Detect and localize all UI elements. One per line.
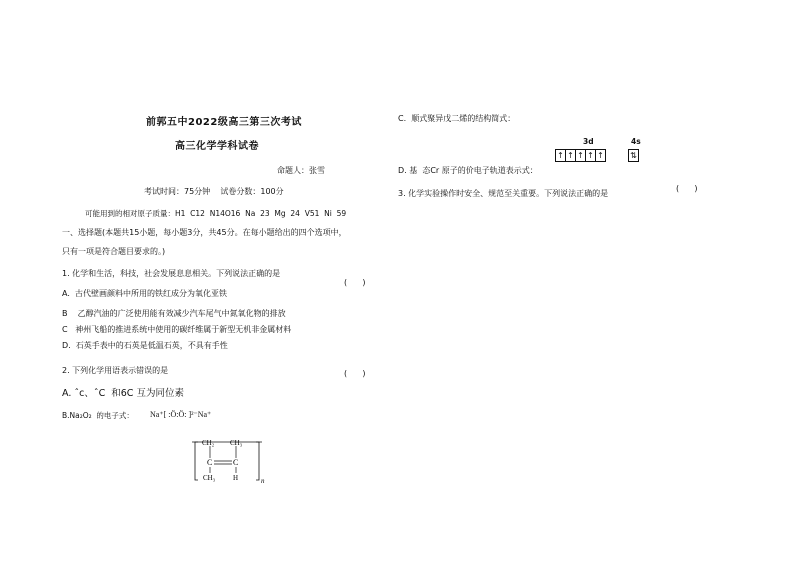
orbital-box: ↑: [565, 149, 576, 162]
polymer-ch3-bottom: CH₃: [203, 474, 216, 482]
polymer-repeat-n: n: [261, 477, 265, 485]
question-1-answer-bracket: ( ): [344, 278, 366, 287]
question-1-option-c: C 神州飞船的推进系统中使用的碳纤维属于新型无机非金属材料: [62, 325, 292, 334]
question-1-stem: 1. 化学和生活，科技，社会发展息息相关。下列说法正确的是: [62, 269, 281, 278]
author-line: 命题人：张雪: [277, 166, 325, 175]
orbital-4s-label: 4s: [631, 137, 641, 146]
question-2-answer-bracket: ( ): [344, 369, 366, 378]
orbital-box: ↑: [555, 149, 566, 162]
option-c-structure: C. 顺式聚异戊二烯的结构简式：: [398, 114, 516, 123]
polymer-c2: C: [233, 458, 239, 467]
section-instructions-line1: 一、选择题(本题共15小题，每小题3分，共45分。在每小题给出的四个选项中，: [62, 228, 347, 237]
exam-title: 前郭五中2022级高三第三次考试: [146, 117, 302, 128]
question-1-option-a: A. 古代壁画颜料中所用的铁红成分为氧化亚铁: [62, 289, 227, 298]
exam-info: 考试时间：75分钟 试卷分数：100分: [144, 187, 284, 196]
na2o2-electron-formula: Na⁺[ :Ö:Ö: ]²⁻Na⁺: [150, 410, 212, 419]
subject-title: 高三化学学科试卷: [175, 141, 259, 152]
orbital-4s-boxes: [629, 149, 639, 162]
atomic-masses: 可能用到的相对原子质量：H1 C12 N14O16 Na 23 Mg 24 V51 Ni 59: [85, 209, 347, 218]
question-1-option-b: B 乙醇汽油的广泛使用能有效减少汽车尾气中氮氧化物的排放: [62, 309, 286, 318]
orbital-box: ⇅: [628, 149, 639, 162]
orbital-3d-boxes: [556, 149, 606, 162]
question-2-option-b-label: B.Na₂O₂ 的电子式：: [62, 411, 134, 420]
polymer-ch2: CH₂: [202, 439, 215, 447]
question-3-stem: 3. 化学实验操作时安全、规范至关重要。下列说法正确的是: [398, 189, 609, 198]
polymer-c1: C: [207, 458, 213, 467]
question-2-option-a: A. ˆc、ˆC 和6C 互为同位素: [62, 388, 184, 399]
orbital-3d-label: 3d: [583, 137, 594, 146]
polyisoprene-structure: [190, 436, 270, 486]
orbital-box: ↑: [595, 149, 606, 162]
question-3-answer-bracket: ( ): [676, 184, 698, 193]
option-d-orbital: D. 基 态Cr 原子的价电子轨道表示式：: [398, 166, 538, 175]
orbital-box: ↑: [585, 149, 596, 162]
question-2-stem: 2. 下列化学用语表示错误的是: [62, 366, 169, 375]
polymer-h: H: [233, 474, 239, 482]
section-instructions-line2: 只有一项是符合题目要求的。): [62, 247, 166, 256]
polymer-ch3-top: CH₃: [230, 439, 243, 447]
orbital-box: ↑: [575, 149, 586, 162]
question-1-option-d: D. 石英手表中的石英是低温石英，不具有手性: [62, 341, 228, 350]
